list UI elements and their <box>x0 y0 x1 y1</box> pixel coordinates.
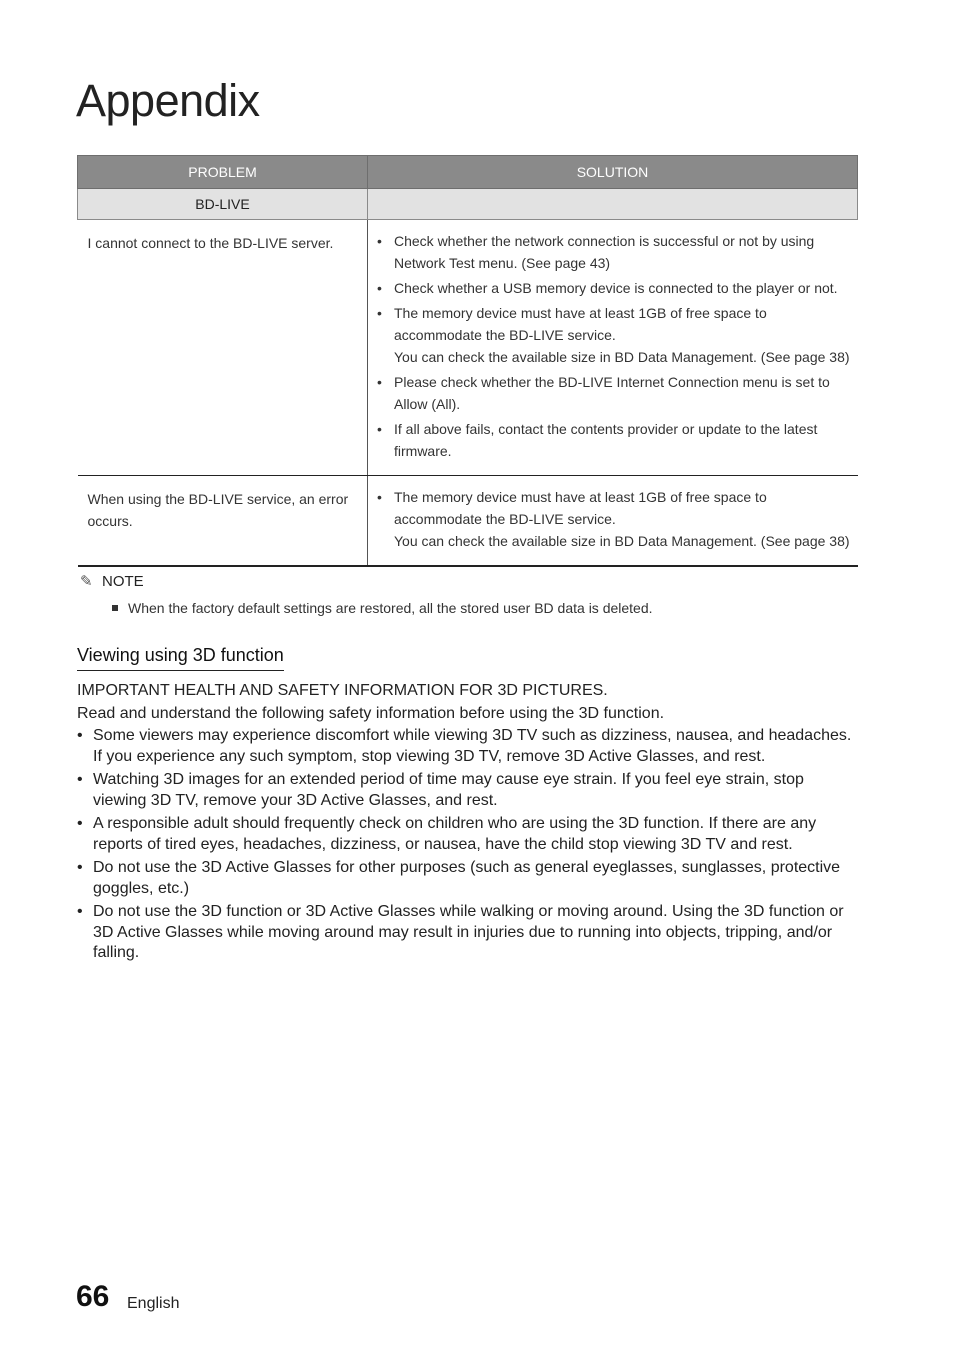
solution-cell <box>368 220 858 476</box>
safety-section <box>77 681 857 967</box>
intro-text: Read and understand the following safety information before using the 3D function. <box>77 704 665 722</box>
solution-subtext: You can check the available size in BD Data Management. (See page 38) <box>394 349 850 365</box>
header-problem: PROBLEM <box>78 156 368 189</box>
solution-list <box>368 230 858 462</box>
solution-text: Please check whether the BD-LIVE Internet Connection menu is set to Allow (All). <box>394 374 830 412</box>
solution-text: The memory device must have at least 1GB of free space to accommodate the BD-LIVE service. <box>394 489 767 527</box>
troubleshooting-table <box>77 155 858 567</box>
category-label: BD-LIVE <box>78 189 368 220</box>
note-item <box>112 600 653 616</box>
problem-cell: When using the BD-LIVE service, an error occurs. <box>78 476 368 567</box>
safety-text: Some viewers may experience discomfort while viewing 3D TV such as dizziness, nausea, and headaches. <box>93 727 852 744</box>
table-row <box>78 220 858 476</box>
safety-text: Watching 3D images for an extended period of time may cause eye strain. If you feel eye strain, stop viewing 3D TV, remove your 3D Active Glasses, and rest. <box>93 771 804 809</box>
intro-heading: IMPORTANT HEALTH AND SAFETY INFORMATION FOR 3D PICTURES. <box>77 682 608 699</box>
note-label: NOTE <box>102 573 144 590</box>
list-item <box>392 302 858 368</box>
square-bullet-icon <box>112 605 118 611</box>
solution-text: The memory device must have at least 1GB of free space to accommodate the BD-LIVE service. <box>394 305 767 343</box>
list-item <box>392 486 858 552</box>
solution-text: If all above fails, contact the contents provider or update to the latest firmware. <box>394 421 818 459</box>
list-item <box>392 418 858 462</box>
solution-text: Check whether a USB memory device is connected to the player or not. <box>394 280 838 296</box>
safety-subtext: If you experience any such symptom, stop viewing 3D TV, remove 3D Active Glasses, and rest. <box>93 747 766 765</box>
solution-text: Check whether the network connection is successful or not by using Network Test menu. (See page 43) <box>394 233 815 271</box>
list-item <box>93 814 857 855</box>
problem-cell: I cannot connect to the BD-LIVE server. <box>78 220 368 476</box>
list-item <box>392 371 858 415</box>
note-text: When the factory default settings are restored, all the stored user BD data is deleted. <box>128 600 653 616</box>
pencil-icon: ✎ <box>80 573 93 590</box>
safety-list <box>77 726 857 964</box>
list-item <box>93 858 857 899</box>
page-number: 66 <box>76 1280 110 1313</box>
list-item <box>392 230 858 274</box>
list-item <box>93 726 857 767</box>
list-item <box>93 770 857 811</box>
safety-text: A responsible adult should frequently check on children who are using the 3D function. If there are any reports of tired eyes, headaches, dizziness, or nausea, have the child stop viewing 3D TV and rest. <box>93 815 817 853</box>
page-title: Appendix <box>76 75 260 126</box>
safety-text: Do not use the 3D Active Glasses for other purposes (such as general eyeglasses, sunglasses, protective goggles, etc.) <box>93 859 841 897</box>
solution-list <box>368 486 858 552</box>
category-row <box>78 189 858 220</box>
category-empty-cell <box>368 189 858 220</box>
list-item <box>392 277 858 299</box>
table-header-row <box>78 156 858 189</box>
table-row <box>78 476 858 567</box>
list-item <box>93 902 857 964</box>
note-heading <box>80 572 144 590</box>
section-title: Viewing using 3D function <box>77 645 284 671</box>
solution-subtext: You can check the available size in BD Data Management. (See page 38) <box>394 533 850 549</box>
solution-cell <box>368 476 858 567</box>
safety-text: Do not use the 3D function or 3D Active Glasses while walking or moving around. Using the 3D function or 3D Active Glasses while moving around may result in injuries due to running into objects, tripping, and/or falling. <box>93 903 844 961</box>
header-solution: SOLUTION <box>368 156 858 189</box>
page-language: English <box>127 1295 180 1312</box>
